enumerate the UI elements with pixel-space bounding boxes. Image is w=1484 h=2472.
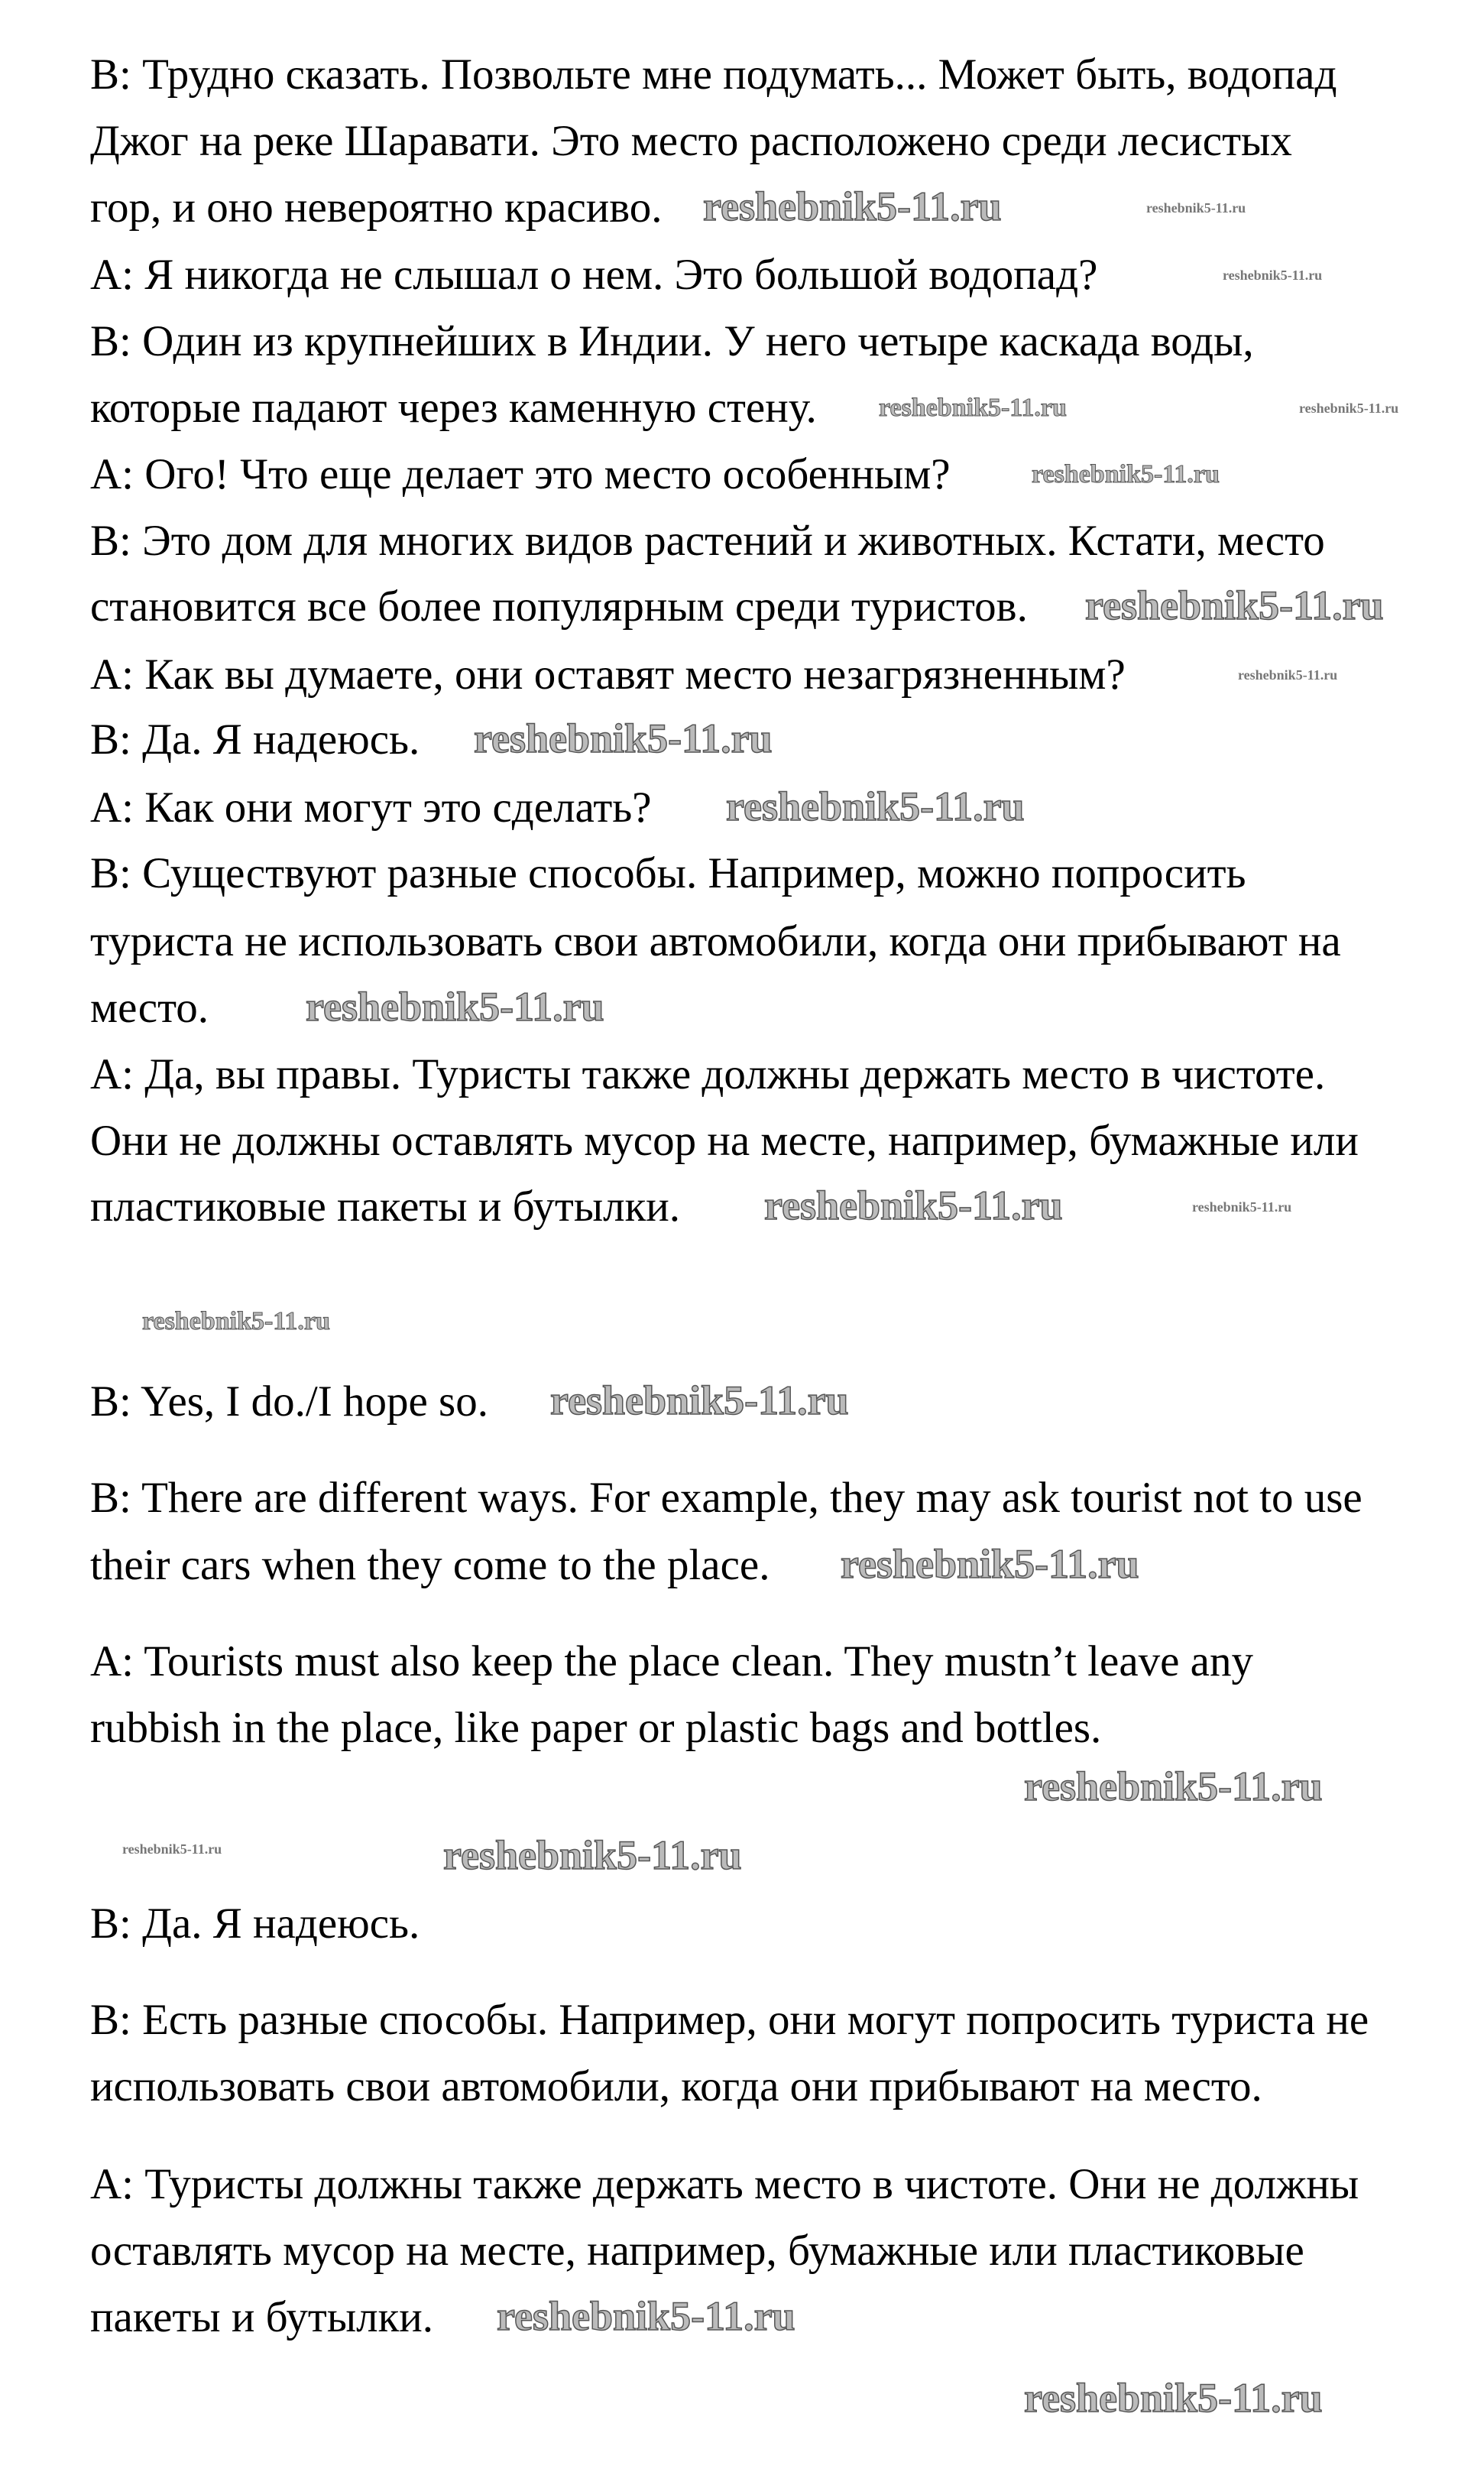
watermark: reshebnik5-11.ru: [726, 783, 1025, 829]
russian-dialogue-line: Джог на реке Шаравати. Это место расположено среди лесистых: [90, 117, 1292, 165]
watermark: reshebnik5-11.ru: [1299, 401, 1399, 416]
watermark: reshebnik5-11.ru: [142, 1307, 330, 1335]
russian-dialogue-line: B: Да. Я надеюсь.: [90, 715, 420, 764]
watermark: reshebnik5-11.ru: [879, 394, 1067, 422]
russian-answer-line: B: Есть разные способы. Например, они могут попросить туриста не: [90, 1996, 1369, 2044]
watermark: reshebnik5-11.ru: [306, 984, 604, 1030]
russian-dialogue-line: A: Да, вы правы. Туристы также должны держать место в чистоте.: [90, 1050, 1326, 1098]
russian-dialogue-line: B: Трудно сказать. Позвольте мне подумать... Может быть, водопад: [90, 50, 1337, 99]
english-answer-line: their cars when they come to the place.: [90, 1541, 770, 1589]
watermark: reshebnik5-11.ru: [1032, 460, 1220, 488]
russian-dialogue-line: B: Это дом для многих видов растений и животных. Кстати, место: [90, 517, 1325, 565]
russian-dialogue-line: B: Существуют разные способы. Например, можно попросить: [90, 849, 1246, 897]
watermark: reshebnik5-11.ru: [443, 1832, 742, 1878]
russian-dialogue-line: B: Один из крупнейших в Индии. У него четыре каскада воды,: [90, 317, 1254, 365]
watermark: reshebnik5-11.ru: [703, 183, 1002, 229]
watermark: reshebnik5-11.ru: [1223, 268, 1323, 283]
russian-dialogue-line: становится все более популярным среди туристов.: [90, 582, 1028, 631]
russian-dialogue-line: A: Как они могут это сделать?: [90, 783, 652, 832]
russian-dialogue-line: Они не должны оставлять мусор на месте, например, бумажные или: [90, 1117, 1359, 1165]
russian-answer-line: пакеты и бутылки.: [90, 2293, 434, 2341]
watermark: reshebnik5-11.ru: [841, 1541, 1139, 1587]
russian-dialogue-line: место.: [90, 984, 209, 1032]
russian-dialogue-line: которые падают через каменную стену.: [90, 384, 817, 432]
russian-answer-line: оставлять мусор на месте, например, бумажные или пластиковые: [90, 2227, 1304, 2275]
watermark: reshebnik5-11.ru: [122, 1841, 222, 1857]
russian-answer-line: A: Туристы должны также держать место в чистоте. Они не должны: [90, 2160, 1359, 2208]
english-answer-line: rubbish in the place, like paper or plastic bags and bottles.: [90, 1704, 1102, 1752]
english-answer-line: B: Yes, I do./I hope so.: [90, 1377, 488, 1426]
watermark: reshebnik5-11.ru: [1024, 1763, 1323, 1809]
watermark: reshebnik5-11.ru: [550, 1377, 849, 1423]
russian-dialogue-line: A: Я никогда не слышал о нем. Это большой водопад?: [90, 251, 1098, 299]
russian-answer-line: использовать свои автомобили, когда они прибывают на место.: [90, 2062, 1262, 2110]
russian-answer-line: B: Да. Я надеюсь.: [90, 1899, 420, 1948]
watermark: reshebnik5-11.ru: [764, 1182, 1063, 1228]
english-answer-line: B: There are different ways. For example, they may ask tourist not to use: [90, 1474, 1362, 1522]
watermark: reshebnik5-11.ru: [1024, 2375, 1323, 2421]
russian-dialogue-line: A: Как вы думаете, они оставят место незагрязненным?: [90, 650, 1126, 699]
watermark: reshebnik5-11.ru: [1085, 582, 1384, 628]
watermark: reshebnik5-11.ru: [474, 715, 773, 761]
russian-dialogue-line: пластиковые пакеты и бутылки.: [90, 1182, 681, 1231]
watermark: reshebnik5-11.ru: [1238, 667, 1338, 683]
russian-dialogue-line: гор, и оно невероятно красиво.: [90, 183, 663, 232]
watermark: reshebnik5-11.ru: [497, 2293, 795, 2339]
watermark: reshebnik5-11.ru: [1192, 1199, 1292, 1215]
english-answer-line: A: Tourists must also keep the place clean. They mustn’t leave any: [90, 1637, 1253, 1685]
watermark: reshebnik5-11.ru: [1146, 200, 1246, 216]
russian-dialogue-line: туриста не использовать свои автомобили, когда они прибывают на: [90, 917, 1341, 965]
russian-dialogue-line: A: Ого! Что еще делает это место особенным?: [90, 450, 951, 498]
